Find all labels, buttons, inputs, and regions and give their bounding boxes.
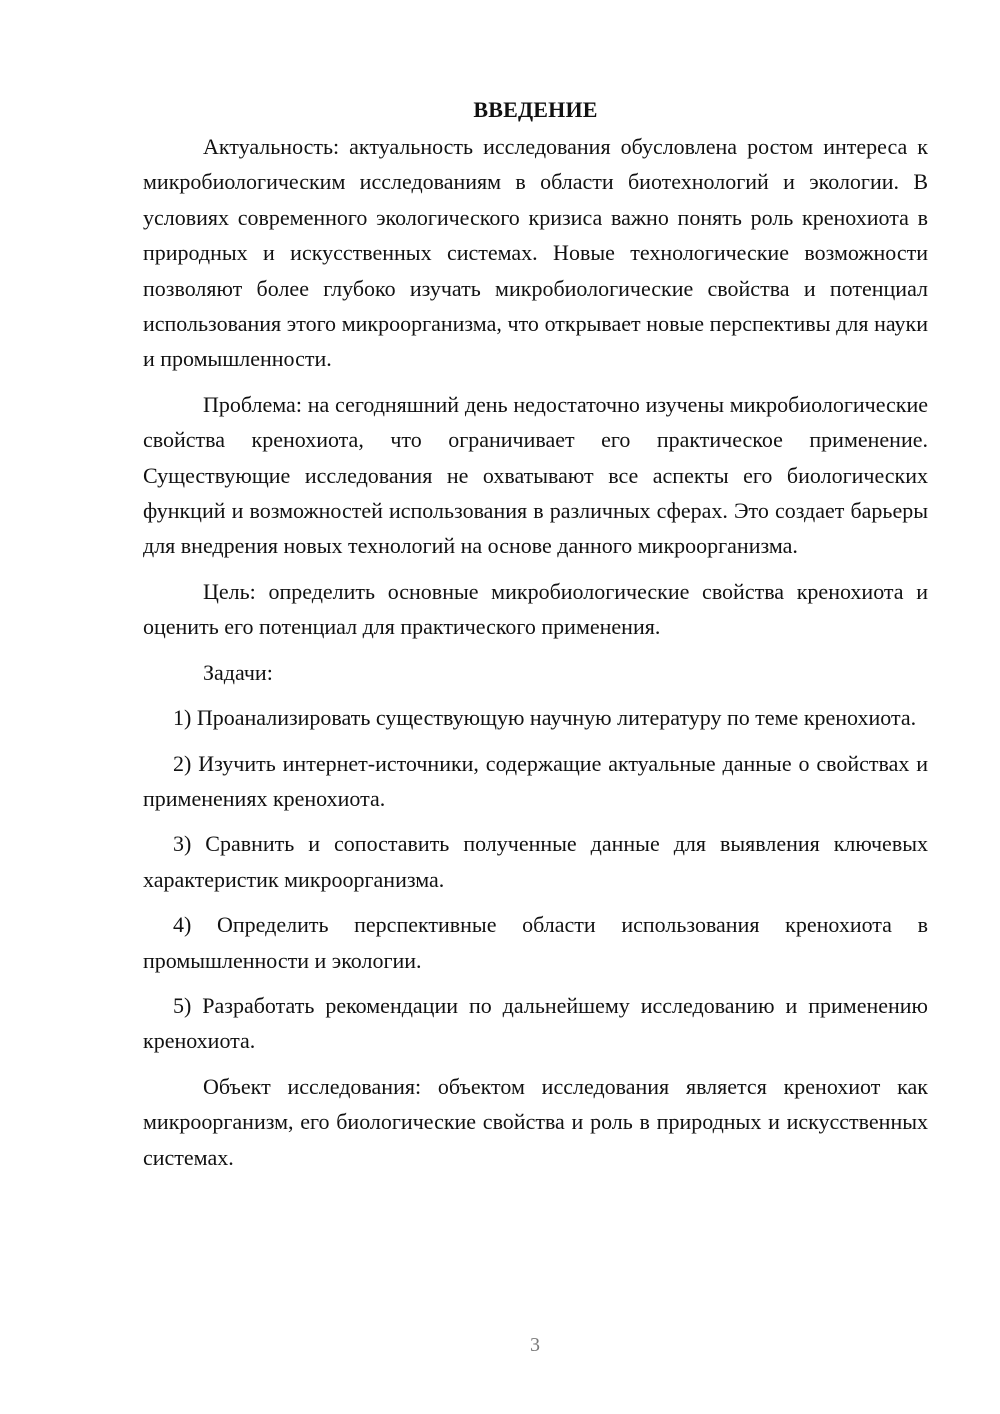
page-heading: ВВЕДЕНИЕ	[473, 97, 598, 122]
page-content	[143, 93, 928, 1185]
page-number: 3	[530, 1334, 540, 1356]
relevance-paragraph: Актуальность: актуальность исследования обусловлена ростом интереса к микробиологическим исследованиям в области биотехнологий и экологии. В условиях современного экологического кризиса важно понять роль кренохиота в природных и искусственных системах. Новые технологические возможности позволяют более глубоко изучать микробиологические свойства и потенциал использования этого микроорганизма, что открывает новые перспективы для науки и промышленности.	[143, 134, 928, 372]
tasks-label: Задачи:	[203, 659, 273, 685]
task-item-3: 3) Сравнить и сопоставить полученные данные для выявления ключевых характеристик микроорганизма.	[143, 831, 928, 892]
object-paragraph: Объект исследования: объектом исследования является кренохиот как микроорганизм, его биологические свойства и роль в природных и искусственных системах.	[143, 1073, 928, 1170]
task-item-2: 2) Изучить интернет-источники, содержащие актуальные данные о свойствах и применениях кренохиота.	[143, 750, 928, 811]
task-item-1: 1) Проанализировать существующую научную литературу по теме кренохиота.	[173, 705, 917, 731]
task-item-4: 4) Определить перспективные области использования кренохиота в промышленности и экологии.	[143, 912, 928, 973]
problem-paragraph: Проблема: на сегодняшний день недостаточно изучены микробиологические свойства кренохиота, что ограничивает его практическое применение. Существующие исследования не охватывают все аспекты его биологических функций и возможностей использования в различных сферах. Это создает барьеры для внедрения новых технологий на основе данного микроорганизма.	[143, 391, 928, 559]
goal-paragraph: Цель: определить основные микробиологические свойства кренохиота и оценить его потенциал для практического применения.	[143, 578, 928, 640]
task-item-5: 5) Разработать рекомендации по дальнейшему исследованию и применению кренохиота.	[143, 992, 928, 1054]
